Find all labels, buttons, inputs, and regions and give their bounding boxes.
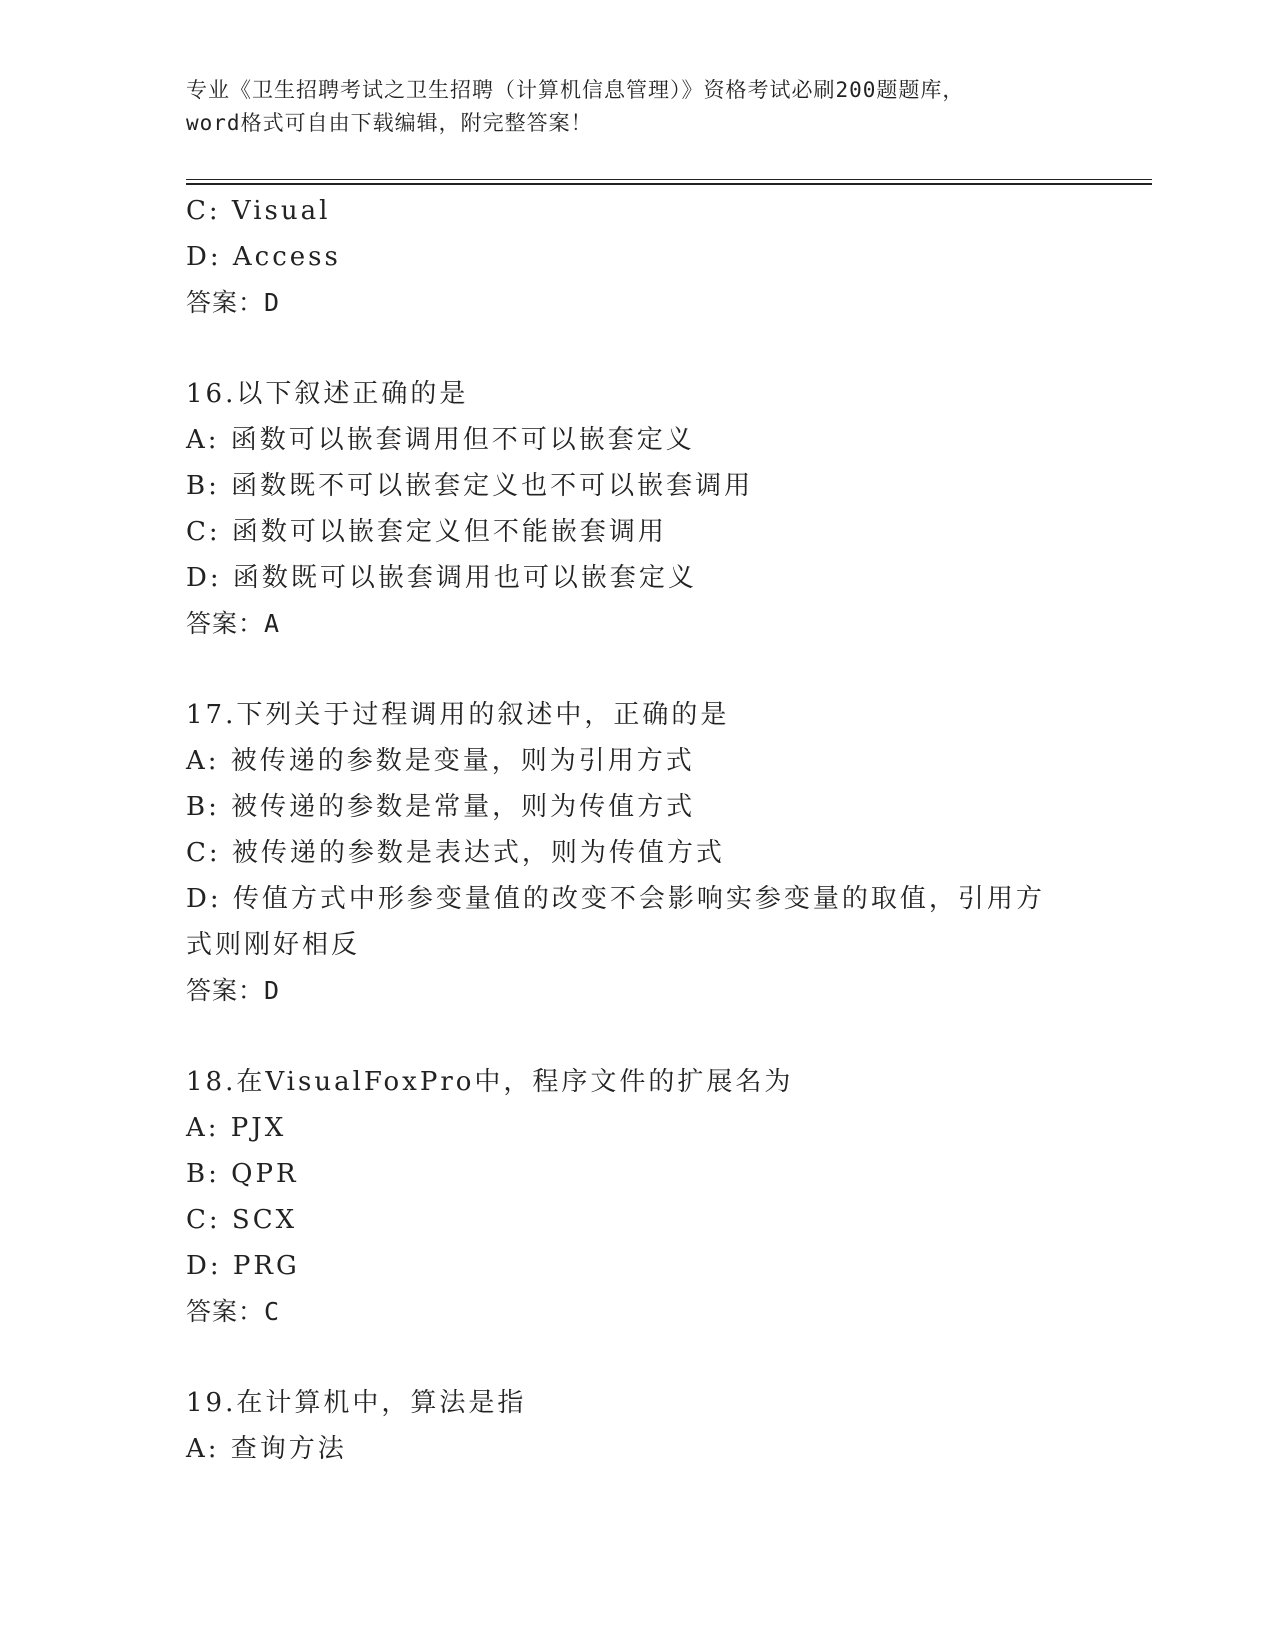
block-spacer bbox=[186, 1335, 1086, 1380]
option-b: B: 被传递的参数是常量，则为传值方式 bbox=[186, 792, 696, 822]
option-b: B: QPR bbox=[186, 1159, 299, 1189]
option-a: A: 函数可以嵌套调用但不可以嵌套定义 bbox=[186, 425, 695, 455]
header-title-line-1: 专业《卫生招聘考试之卫生招聘（计算机信息管理）》资格考试必刷200题题库， bbox=[186, 78, 965, 102]
option-d: D: 函数既可以嵌套调用也可以嵌套定义 bbox=[186, 563, 697, 593]
answer-label: 答案：C bbox=[186, 1297, 281, 1326]
question-text: 19.在计算机中，算法是指 bbox=[186, 1388, 527, 1418]
option-c: C: Visual bbox=[186, 196, 331, 226]
option-c: C: 函数可以嵌套定义但不能嵌套调用 bbox=[186, 517, 667, 547]
answer-label: 答案：A bbox=[186, 609, 281, 638]
option-d: D: Access bbox=[186, 242, 341, 272]
option-c: C: 被传递的参数是表达式，则为传值方式 bbox=[186, 838, 725, 868]
option-d: D: PRG bbox=[186, 1251, 300, 1281]
option-c: C: SCX bbox=[186, 1205, 298, 1235]
document-header bbox=[186, 74, 1086, 140]
option-a: A: 查询方法 bbox=[186, 1434, 347, 1464]
header-divider-thin bbox=[186, 179, 1152, 180]
block-spacer bbox=[186, 326, 1086, 371]
question-text: 17.下列关于过程调用的叙述中，正确的是 bbox=[186, 700, 730, 730]
question-text: 16.以下叙述正确的是 bbox=[186, 379, 469, 409]
block-spacer bbox=[186, 647, 1086, 692]
question-block-16 bbox=[186, 371, 1086, 647]
question-block-17 bbox=[186, 692, 1086, 1014]
answer-label: 答案：D bbox=[186, 976, 281, 1005]
block-spacer bbox=[186, 1014, 1086, 1059]
question-text: 18.在VisualFoxPro中，程序文件的扩展名为 bbox=[186, 1067, 794, 1097]
question-block-19 bbox=[186, 1380, 1086, 1472]
question-block-18 bbox=[186, 1059, 1086, 1335]
answer-label: 答案：D bbox=[186, 288, 281, 317]
option-a: A: PJX bbox=[186, 1113, 287, 1143]
option-a: A: 被传递的参数是变量，则为引用方式 bbox=[186, 746, 695, 776]
header-divider-thick bbox=[186, 183, 1152, 185]
question-block-15-continued bbox=[186, 188, 1086, 326]
option-b: B: 函数既不可以嵌套定义也不可以嵌套调用 bbox=[186, 471, 754, 501]
question-list bbox=[186, 188, 1086, 1472]
header-title-line-2: word格式可自由下载编辑，附完整答案！ bbox=[186, 111, 593, 135]
option-d: D: 传值方式中形参变量值的改变不会影响实参变量的取值，引用方式则刚好相反 bbox=[186, 884, 1045, 960]
